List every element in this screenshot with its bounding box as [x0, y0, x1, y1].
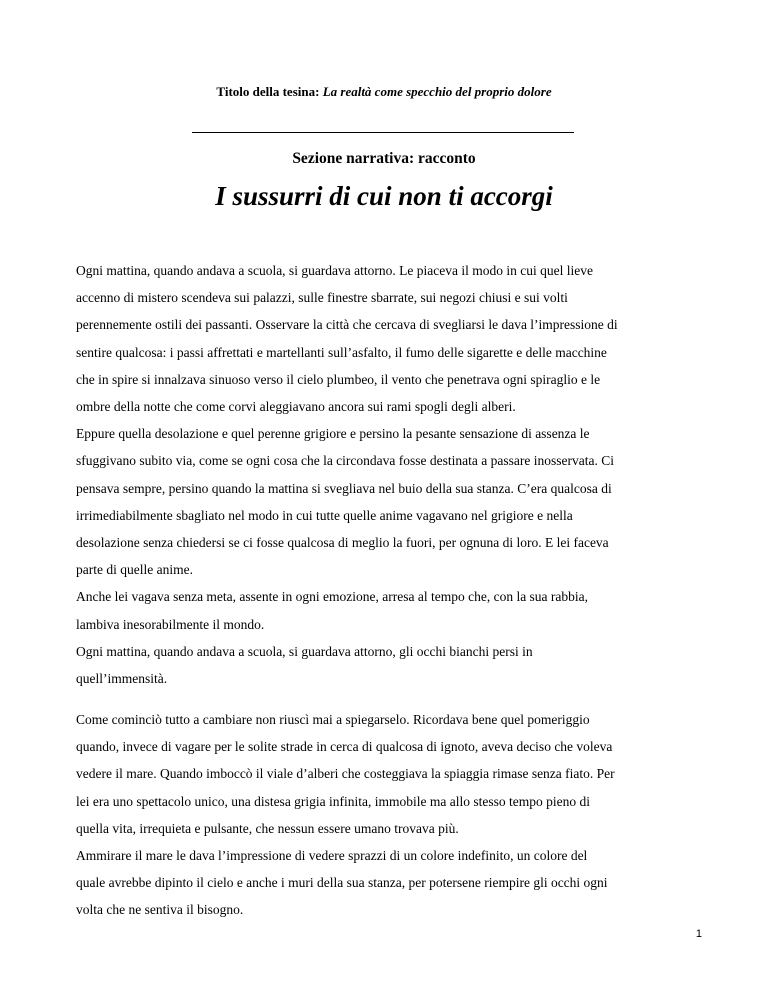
text-line: desolazione senza chiedersi se ci fosse qualcosa di meglio la fuori, per ognuna di loro. E lei faceva — [76, 535, 609, 551]
text-line: Eppure quella desolazione e quel perenne grigiore e persino la pesante sensazione di assenza le — [76, 426, 590, 442]
text-line: quella vita, irrequieta e pulsante, che nessun essere umano trovava più. — [76, 820, 459, 836]
text-line: ombre della notte che come corvi aleggiavano ancora sui rami spogli degli alberi. — [76, 399, 516, 415]
text-line: quale avrebbe dipinto il cielo e anche i muri della sua stanza, per potersene riempire gli occhi ogni — [76, 875, 608, 891]
text-line: quell’immensità. — [76, 671, 168, 687]
text-line: sentire qualcosa: i passi affrettati e martellanti sull’asfalto, il fumo delle sigarette e delle macchine — [76, 344, 607, 360]
text-line: vedere il mare. Quando imboccò il viale d’alberi che costeggiava la spiaggia rimase senza fiato. Per — [76, 766, 615, 782]
horizontal-rule — [192, 132, 574, 133]
thesis-title-label: Titolo della tesina: — [216, 84, 320, 99]
text-line: irrimediabilmente sbagliato nel modo in cui tutte quelle anime vagavano nel grigiore e nella — [76, 507, 573, 523]
thesis-title-text: La realtà come specchio del proprio dolore — [322, 84, 552, 99]
text-line: che in spire si innalzava sinuoso verso il cielo plumbeo, il vento che penetrava ogni spiraglio e le — [76, 371, 601, 387]
text-line: accenno di mistero scendeva sui palazzi, sulle finestre sbarrate, sui negozi chiusi e sui volti — [76, 290, 568, 306]
story-paragraph-block-1 — [76, 257, 706, 692]
story-paragraph-block-2 — [76, 706, 706, 924]
text-line: Anche lei vagava senza meta, assente in ogni emozione, arresa al tempo che, con la sua rabbia, — [76, 589, 589, 605]
thesis-title-line — [0, 84, 768, 100]
text-line: Ammirare il mare le dava l’impressione di vedere sprazzi di un colore indefinito, un colore del — [76, 848, 588, 864]
text-line: lei era uno spettacolo unico, una distesa grigia infinita, immobile ma allo stesso tempo pieno di — [76, 793, 591, 809]
text-line: sfuggivano subito via, come se ogni cosa che la circondava fosse destinata a passare inosservata. Ci — [76, 453, 614, 469]
text-line: volta che ne sentiva il bisogno. — [76, 902, 244, 918]
page-number: 1 — [695, 928, 702, 940]
text-line: Ogni mattina, quando andava a scuola, si guardava attorno. Le piaceva il modo in cui quel lieve — [76, 263, 593, 278]
text-line: perennemente ostili dei passanti. Osservare la città che cercava di svegliarsi le dava l’impressione di — [76, 317, 618, 333]
text-line: Ogni mattina, quando andava a scuola, si guardava attorno, gli occhi bianchi persi in — [76, 643, 533, 659]
text-line: lambiva inesorabilmente il mondo. — [76, 616, 265, 632]
story-title: I sussurri di cui non ti accorgi — [215, 181, 553, 211]
text-line: pensava sempre, persino quando la mattina si svegliava nel buio della sua stanza. C’era qualcosa di — [76, 480, 612, 496]
text-line: quando, invece di vagare per le solite strade in cerca di qualcosa di ignoto, aveva deciso che voleva — [76, 739, 613, 755]
text-line: parte di quelle anime. — [76, 562, 193, 578]
section-heading: Sezione narrativa: racconto — [292, 150, 476, 167]
text-line: Come cominciò tutto a cambiare non riuscì mai a spiegarselo. Ricordava bene quel pomeriggio — [76, 712, 590, 727]
